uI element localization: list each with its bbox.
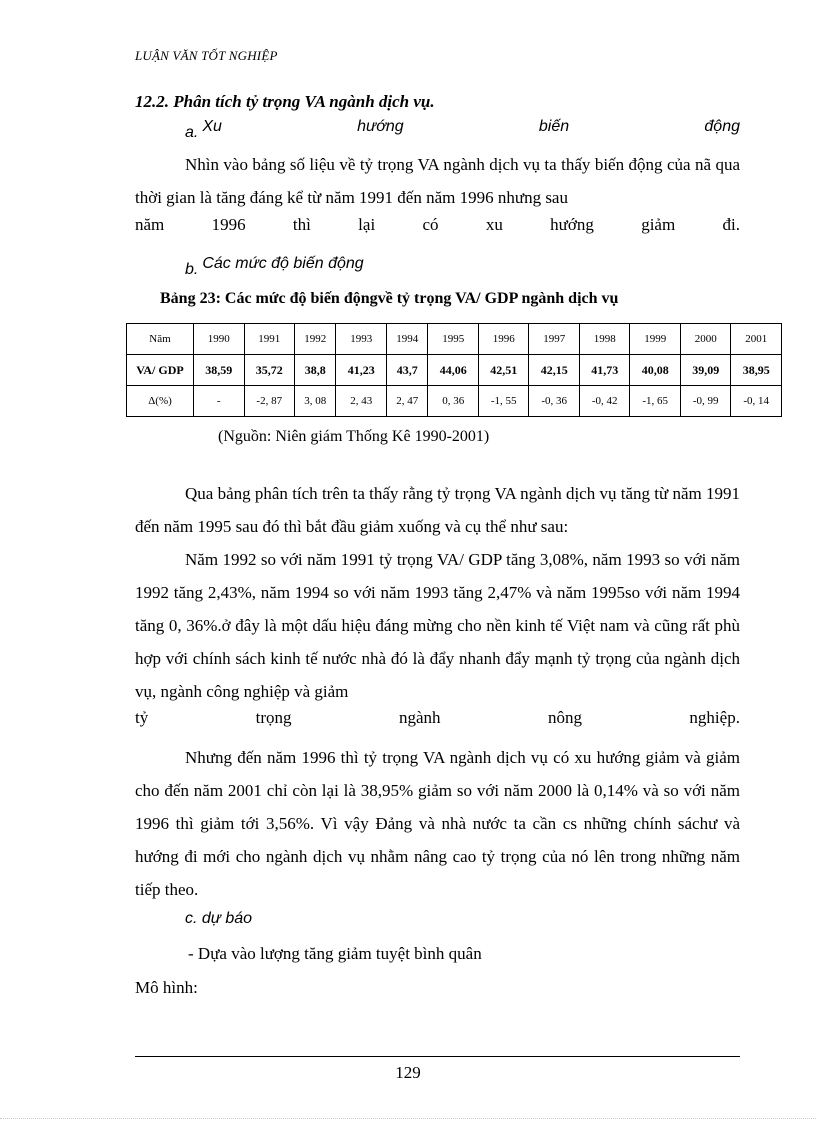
table-cell: 3, 08 [295, 386, 336, 417]
subheading-a-word: a. Xu [185, 118, 222, 141]
table-cell: 35,72 [244, 355, 295, 386]
section-title: 12.2. Phân tích tỷ trọng VA ngành dịch vụ. [135, 92, 435, 111]
table-cell: 40,08 [630, 355, 681, 386]
table-cell: 44,06 [428, 355, 479, 386]
table-cell: 1991 [244, 324, 295, 355]
table-row [127, 324, 782, 355]
table-row [127, 386, 782, 417]
table-cell: Δ(%) [127, 386, 194, 417]
subheading-a-word: biến [538, 118, 570, 135]
paragraph-3: Năm 1992 so với năm 1991 tỷ trọng VA/ GDP tăng 3,08%, năm 1993 so với năm 1992 tăng 2,43%, năm 1994 so với năm 1993 tăng 2,47% và năm 1995so với năm 1994 tăng 0, 36%.ở đây là một dấu hiệu đáng mừng cho nền kinh tế Việt nam và cũng rất phù hợp với chính sách kinh tế nước nhà đó là đẩy nhanh đẩy mạnh tỷ trọng của ngành dịch vụ, ngành công nghiệp và giảm [135, 550, 740, 701]
table-cell: -0, 42 [579, 386, 630, 417]
bullet-line: - Dựa vào lượng tăng giảm tuyệt bình quân [188, 944, 482, 963]
table-cell: 1990 [194, 324, 245, 355]
table-cell: 38,95 [731, 355, 782, 386]
paragraph-1: Nhìn vào bảng số liệu về tỷ trọng VA ngành dịch vụ ta thấy biến động của nã qua thời gian là tăng đáng kể từ năm 1991 đến năm 1996 nhưng sau [135, 155, 740, 207]
data-table [126, 323, 782, 417]
table-cell: 0, 36 [428, 386, 479, 417]
page-edge-divider [0, 1118, 816, 1119]
table-cell: 1997 [529, 324, 580, 355]
subheading-b-marker: b. [185, 261, 199, 278]
table-cell: -0, 36 [529, 386, 580, 417]
table-cell: 1994 [386, 324, 427, 355]
subheading-a-word: hướng [357, 118, 404, 135]
table-cell: VA/ GDP [127, 355, 194, 386]
table-cell: -1, 65 [630, 386, 681, 417]
paragraph-1-last-line: năm 1996 thì lại có xu hướng giảm đi. [135, 215, 740, 234]
paragraph-2: Qua bảng phân tích trên ta thấy rằng tỷ trọng VA ngành dịch vụ tăng từ năm 1991 đến năm 1995 sau đó thì bắt đầu giảm xuống và cụ thể như sau: [135, 484, 740, 536]
table-cell: 1993 [336, 324, 387, 355]
table-cell: 39,09 [680, 355, 731, 386]
table-cell: 41,73 [579, 355, 630, 386]
table-cell: 42,15 [529, 355, 580, 386]
table-title: Bảng 23: Các mức độ biến độngvề tỷ trọng VA/ GDP ngành dịch vụ [160, 290, 619, 307]
model-label: Mô hình: [135, 978, 198, 997]
paragraph-3-last-line: tỷ trọng ngành nông nghiệp. [135, 708, 740, 727]
table-cell: - [194, 386, 245, 417]
running-header: LUẬN VĂN TỐT NGHIỆP [135, 48, 278, 63]
subheading-b-text: Các mức độ biến động [202, 255, 364, 272]
subheading-a-word: động [704, 118, 740, 135]
table-cell: 42,51 [478, 355, 529, 386]
table-cell: -0, 99 [680, 386, 731, 417]
table-cell: 38,8 [295, 355, 336, 386]
subheading-a-marker: a. [185, 124, 199, 141]
table-cell: 43,7 [386, 355, 427, 386]
table-cell: 1995 [428, 324, 479, 355]
footer-rule [135, 1056, 740, 1057]
table-cell: 1992 [295, 324, 336, 355]
table-source-note: (Nguồn: Niên giám Thống Kê 1990-2001) [218, 428, 490, 445]
table-cell: 41,23 [336, 355, 387, 386]
table-cell: 38,59 [194, 355, 245, 386]
page-number: 129 [395, 1063, 421, 1082]
subheading-c: c. dự báo [185, 910, 253, 927]
table-cell: -1, 55 [478, 386, 529, 417]
subheading-a [185, 118, 740, 141]
table-cell: 2001 [731, 324, 782, 355]
table-cell: 1999 [630, 324, 681, 355]
table-cell: 1996 [478, 324, 529, 355]
table-cell: 2, 47 [386, 386, 427, 417]
table-cell: 1998 [579, 324, 630, 355]
table-row [127, 355, 782, 386]
table-cell: 2000 [680, 324, 731, 355]
paragraph-4: Nhưng đến năm 1996 thì tỷ trọng VA ngành dịch vụ có xu hướng giảm và giảm cho đến năm 2001 chỉ còn lại là 38,95% giảm so với năm 2000 là 0,14% và so với năm 1996 thì giảm tới 3,56%. Vì vậy Đảng và nhà nước ta cần cs những chính sáchư và hướng đi mới cho ngành dịch vụ nhằm nâng cao tỷ trọng của nó lên trong những năm tiếp theo. [135, 748, 740, 899]
table-cell: 2, 43 [336, 386, 387, 417]
table-cell: -2, 87 [244, 386, 295, 417]
subheading-b [185, 255, 364, 278]
table-cell: -0, 14 [731, 386, 782, 417]
table-cell: Năm [127, 324, 194, 355]
